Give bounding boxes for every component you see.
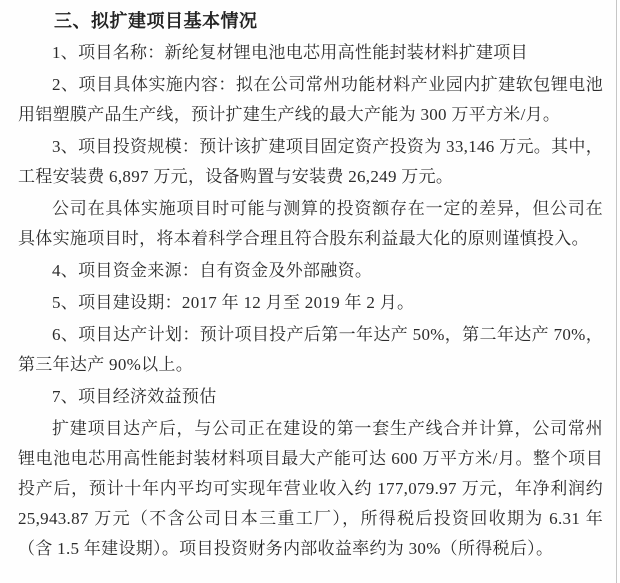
paragraph-economic-benefit-title: 7、项目经济效益预估 [52,387,217,406]
paragraph-investment-note: 公司在具体实施项目时可能与测算的投资额存在一定的差异，但公司在具体实施项目时，将本着科学合理且符合股东利益最大化的原则谨慎投入。 [18,199,603,248]
paragraph-implementation-content: 2、项目具体实施内容：拟在公司常州功能材料产业园内扩建软包锂电池用铝塑膜产品生产线，预计扩建生产线的最大产能为 300 万平方米/月。 [18,75,603,124]
section-heading: 三、拟扩建项目基本情况 [54,11,258,31]
paragraph-capacity-plan: 6、项目达产计划：预计项目投产后第一年达产 50%，第二年达产 70%，第三年达产 90%以上。 [18,325,603,374]
paragraph-project-name: 1、项目名称：新纶复材锂电池电芯用高性能封装材料扩建项目 [52,43,528,62]
paragraph-economic-benefit-detail: 扩建项目达产后，与公司正在建设的第一套生产线合并计算，公司常州锂电池电芯用高性能封装材料项目最大产能可达 600 万平方米/月。整个项目投产后，预计十年内平均可实现年营业收入约 177,079.97 万元，年净利润约 25,943.87 万元（不含公司日本三重工厂），所得税后投资回收期为 6.31 年（含 1.5 年建设期）。项目投资财务内部收益率约为 30%（所得税后）。 [18,419,603,558]
paragraph-funding-source: 4、项目资金来源：自有资金及外部融资。 [52,261,373,280]
paragraph-construction-period: 5、项目建设期：2017 年 12 月至 2019 年 2 月。 [52,293,415,312]
paragraph-investment-scale: 3、项目投资规模：预计该扩建项目固定资产投资为 33,146 万元。其中，工程安装费 6,897 万元，设备购置与安装费 26,249 万元。 [18,137,603,186]
scan-right-edge-line [616,0,617,583]
